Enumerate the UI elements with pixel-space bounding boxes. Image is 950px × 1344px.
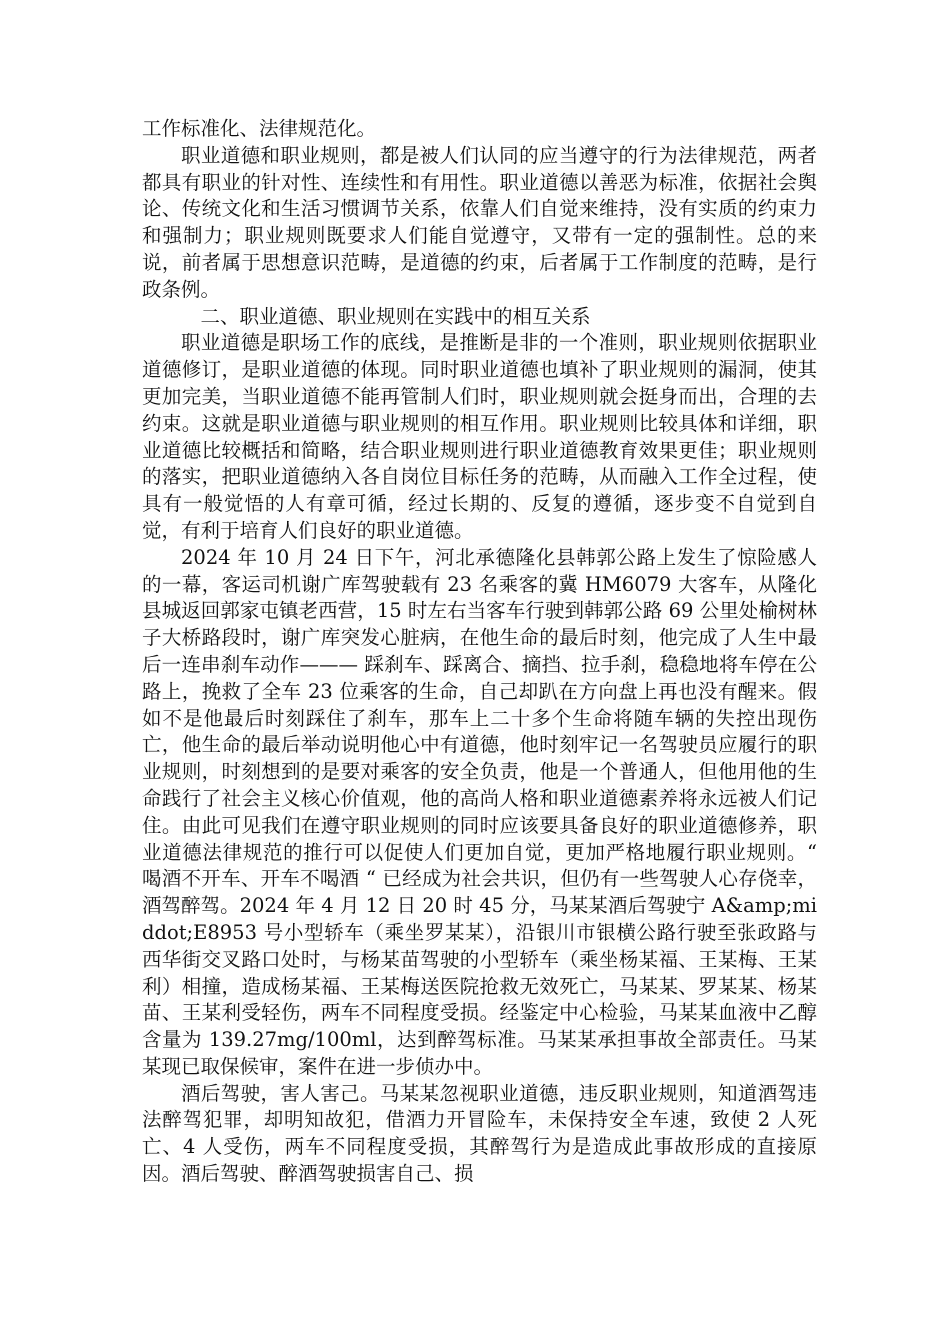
paragraph-continuation: 工作标准化、法律规范化。 <box>142 117 377 140</box>
paragraph-mutual-relation: 职业道德是职场工作的底线，是推断是非的一个准则，职业规则依据职业道德修订，是职业道德的体现。同时职业道德也填补了职业规则的漏洞，使其更加完美，当职业道德不能再管制人们时，职业规则就会挺身而出，合理的去约束。这就是职业道德与职业规则的相互作用。职业规则比较具体和详细，职业道德比较概括和简略，结合职业规则进行职业道德教育效果更佳；职业规则的落实，把职业道德纳入各自岗位目标任务的范畴，从而融入工作全过程，使具有一般觉悟的人有章可循，经过长期的、反复的遵循，逐步变不自觉到自觉，有利于培育人们良好的职业道德。 <box>142 331 817 542</box>
document-page <box>142 116 817 1188</box>
paragraph-case-examples: 2024 年 10 月 24 日下午，河北承德隆化县韩郭公路上发生了惊险感人的一幕，客运司机谢广库驾驶载有 23 名乘客的冀 HM6079 大客车，从隆化县城返回郭家屯镇老西营，15 时左右当客车行驶到韩郭公路 69 公里处榆树林子大桥路段时，谢广库突发心脏病，在他生命的最后时刻，他完成了人生中最后一连串刹车动作——— 踩刹车、踩离合、摘挡、拉手刹，稳稳地将车停在公路上，挽救了全车 23 位乘客的生命，自己却趴在方向盘上再也没有醒来。假如不是他最后时刻踩住了刹车，那车上二十多个生命将随车辆的失控出现伤亡，他生命的最后举动说明他心中有道德，他时刻牢记一名驾驶员应履行的职业规则，时刻想到的是要对乘客的安全负责，他是一个普通人，但他用他的生命践行了社会主义核心价值观，他的高尚人格和职业道德素养将永远被人们记住。由此可见我们在遵守职业规则的同时应该要具备良好的职业道德修养，职业道德法律规范的推行可以促使人们更加自觉，更加严格地履行职业规则。“ 喝酒不开车、开车不喝酒 “ 已经成为社会共识，但仍有一些驾驶人心存侥幸，酒驾醉驾。2024 年 4 月 12 日 20 时 45 分，马某某酒后驾驶宁 A&amp;middot;E8953 号小型轿车（乘坐罗某某），沿银川市银横公路行驶至张政路与西华街交叉路口处时，与杨某苗驾驶的小型轿车（乘坐杨某福、王某梅、王某利）相撞，造成杨某福、王某梅送医院抢救无效死亡，马某某、罗某某、杨某苗、王某利受轻伤，两车不同程度受损。经鉴定中心检验，马某某血液中乙醇含量为 139.27mg/100ml，达到醉驾标准。马某某承担事故全部责任。马某某现已取保候审，案件在进一步侦办中。 <box>142 545 817 1078</box>
paragraph-ethics-vs-rules: 职业道德和职业规则，都是被人们认同的应当遵守的行为法律规范，两者都具有职业的针对性、连续性和有用性。职业道德以善恶为标准，依据社会舆论、传统文化和生活习惯调节关系，依靠人们自觉来维持，没有实质的约束力和强制力；职业规则既要求人们能自觉遵守，又带有一定的强制性。总的来说，前者属于思想意识范畴，是道德的约束，后者属于工作制度的范畴，是行政条例。 <box>142 143 817 301</box>
paragraph-drunk-driving: 酒后驾驶，害人害己。马某某忽视职业道德，违反职业规则，知道酒驾违法醉驾犯罪，却明知故犯，借酒力开冒险车，未保持安全车速，致使 2 人死亡、4 人受伤，两车不同程度受损，其醉驾行为是造成此事故形成的直接原因。酒后驾驶、醉酒驾驶损害自己、损 <box>142 1081 817 1186</box>
section-heading: 二、职业道德、职业规则在实践中的相互关系 <box>200 304 591 328</box>
